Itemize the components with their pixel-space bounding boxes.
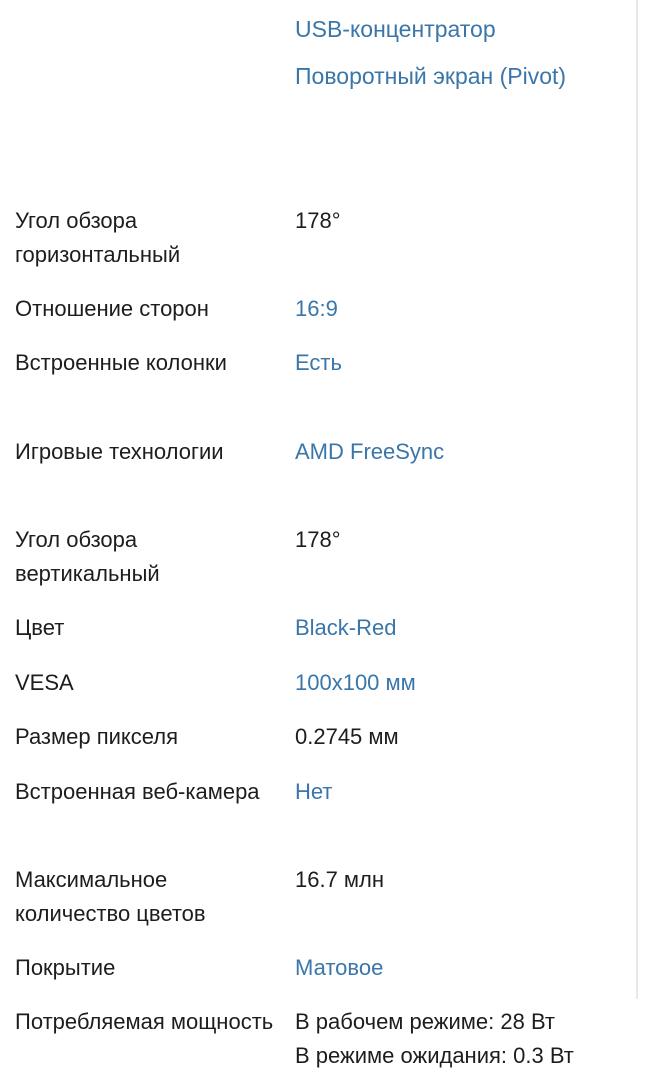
spec-label: Угол обзора вертикальный: [15, 527, 160, 586]
spec-value-link[interactable]: Есть: [295, 350, 342, 375]
feature-link-usb-hub[interactable]: USB-концентратор: [295, 16, 496, 42]
spec-label: Угол обзора горизонтальный: [15, 208, 181, 267]
spec-label: Отношение сторон: [15, 296, 209, 321]
spec-label: Покрытие: [15, 955, 116, 980]
spec-value-link[interactable]: Матовое: [295, 955, 384, 980]
spec-label: Максимальное количество цветов: [15, 867, 206, 926]
spec-value-link[interactable]: Нет: [295, 779, 333, 804]
spec-value-link[interactable]: 100x100 мм: [295, 670, 416, 695]
feature-link-pivot[interactable]: Поворотный экран (Pivot): [295, 63, 567, 89]
spec-value: 0.2745 мм: [295, 724, 399, 749]
spec-label: Встроенная веб-камера: [15, 779, 260, 804]
spec-label: VESA: [15, 670, 74, 695]
spec-label: Цвет: [15, 615, 65, 640]
spec-value: В рабочем режиме: 28 Вт В режиме ожидания: 0.3 Вт: [295, 1009, 574, 1068]
spec-value-link[interactable]: AMD FreeSync: [295, 439, 445, 464]
spec-value-link[interactable]: Black-Red: [295, 615, 397, 640]
spec-value-link[interactable]: 16:9: [295, 296, 338, 321]
feature-links: [0, 0, 660, 91]
right-divider: [636, 0, 638, 999]
spec-label: Встроенные колонки: [15, 350, 227, 375]
spec-value: 16.7 млн: [295, 867, 385, 892]
spec-label: Размер пикселя: [15, 724, 179, 749]
spec-label: Игровые технологии: [15, 439, 224, 464]
spec-value: 178°: [295, 527, 341, 552]
spec-label: Потребляемая мощность: [15, 1009, 274, 1034]
spec-value: 178°: [295, 208, 341, 233]
